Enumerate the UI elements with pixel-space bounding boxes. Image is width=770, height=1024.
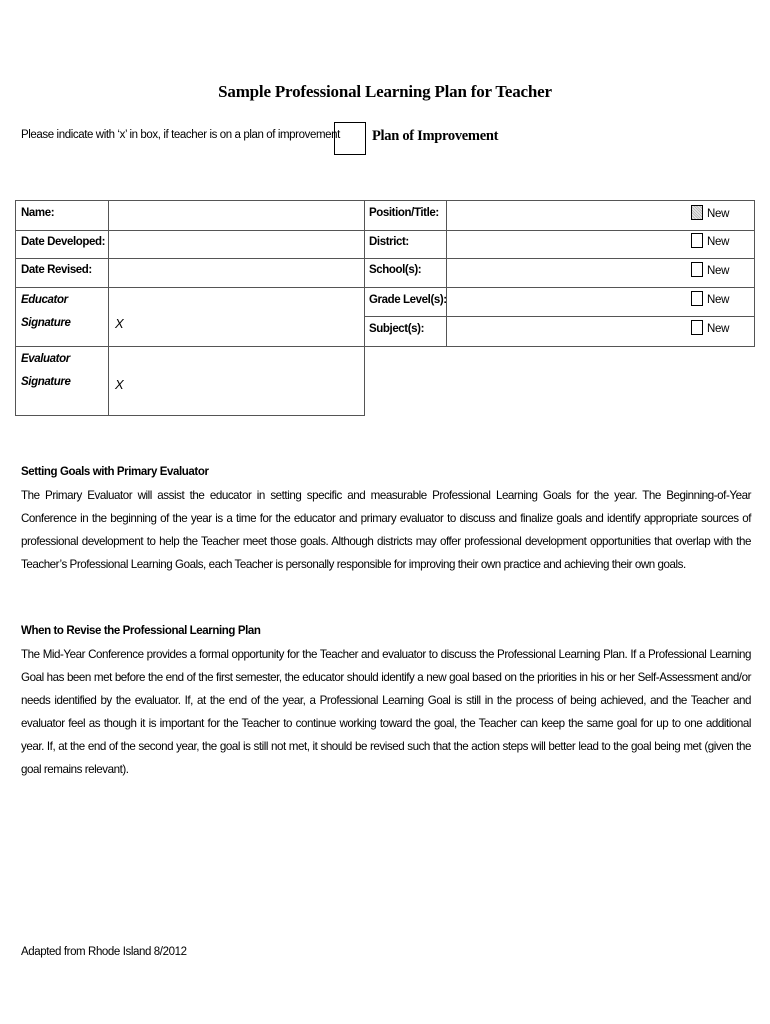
footer-note: Adapted from Rhode Island 8/2012	[21, 946, 187, 958]
subjects-new-checkbox[interactable]	[691, 320, 703, 335]
grade-levels-new-checkbox[interactable]	[691, 291, 703, 306]
schools-new-label: New	[707, 265, 730, 277]
district-field[interactable]	[447, 231, 687, 258]
district-label: District:	[369, 236, 409, 248]
plan-of-improvement-instruction: Please indicate with ‘x’ in box, if teacher is on a plan of improvement	[21, 129, 340, 141]
evaluator-signature-mark: X	[115, 377, 124, 392]
schools-field[interactable]	[447, 259, 687, 287]
subjects-field[interactable]	[447, 317, 687, 346]
subjects-label: Subject(s):	[369, 323, 425, 335]
position-new-label: New	[707, 208, 730, 220]
grade-levels-new-label: New	[707, 294, 730, 306]
position-title-label: Position/Title:	[369, 207, 439, 219]
date-developed-label: Date Developed:	[21, 236, 106, 248]
schools-label: School(s):	[369, 264, 422, 276]
setting-goals-paragraph: The Primary Evaluator will assist the educator in setting specific and measurable Professional Learning Goals for the year. The Beginning-of-Year Conference in the beginning of the year is a time for the educator and primary evaluator to discuss and finalize goals and identify appropriate sources of professional development to help the Teacher meet those goals. Although districts may offer professional development opportunities that overlap with the Teacher’s Professional Learning Goals, each Teacher is personally responsible for improving their own practice and achieving their own goals.	[21, 489, 751, 571]
educator-signature-label: Educator Signature	[21, 294, 71, 329]
plan-of-improvement-checkbox[interactable]	[334, 122, 366, 155]
evaluator-signature-field[interactable]	[109, 347, 364, 415]
grade-levels-label: Grade Level(s):	[369, 294, 447, 306]
district-new-checkbox[interactable]	[691, 233, 703, 248]
educator-signature-mark: X	[115, 316, 124, 331]
name-label: Name:	[21, 207, 55, 219]
date-developed-field[interactable]	[109, 231, 364, 258]
subjects-new-label: New	[707, 323, 730, 335]
evaluator-signature-label: Evaluator Signature	[21, 353, 71, 388]
when-to-revise-paragraph: The Mid-Year Conference provides a formal opportunity for the Teacher and evaluator to discuss the Professional Learning Plan. If a Professional Learning Goal has been met before the end of the first semester, the educator should identify a new goal based on the priorities in his or her Self-Assessment and/or needs identified by the evaluator. If, at the end of the year, a Professional Learning Goal is still in the process of being achieved, and the Teacher and evaluator feel as though it is important for the Teacher to continue working toward the goal, the Teacher can keep the same goal for up to one additional year. If, at the end of the second year, the goal is still not met, it should be revised such that the action steps will better lead to the goal being met (given the goal remains relevant).	[21, 648, 751, 776]
plan-of-improvement-label: Plan of Improvement	[372, 128, 499, 144]
position-title-field[interactable]	[447, 201, 687, 230]
when-to-revise-heading: When to Revise the Professional Learning Plan	[21, 625, 261, 637]
date-revised-field[interactable]	[109, 259, 364, 287]
name-field[interactable]	[109, 201, 364, 230]
date-revised-label: Date Revised:	[21, 264, 92, 276]
schools-new-checkbox[interactable]	[691, 262, 703, 277]
grade-levels-field[interactable]	[447, 288, 687, 316]
educator-signature-field[interactable]	[109, 288, 364, 346]
setting-goals-heading: Setting Goals with Primary Evaluator	[21, 466, 209, 478]
district-new-label: New	[707, 236, 730, 248]
position-new-checkbox[interactable]	[691, 205, 703, 220]
document-title: Sample Professional Learning Plan for Teacher	[218, 82, 552, 101]
